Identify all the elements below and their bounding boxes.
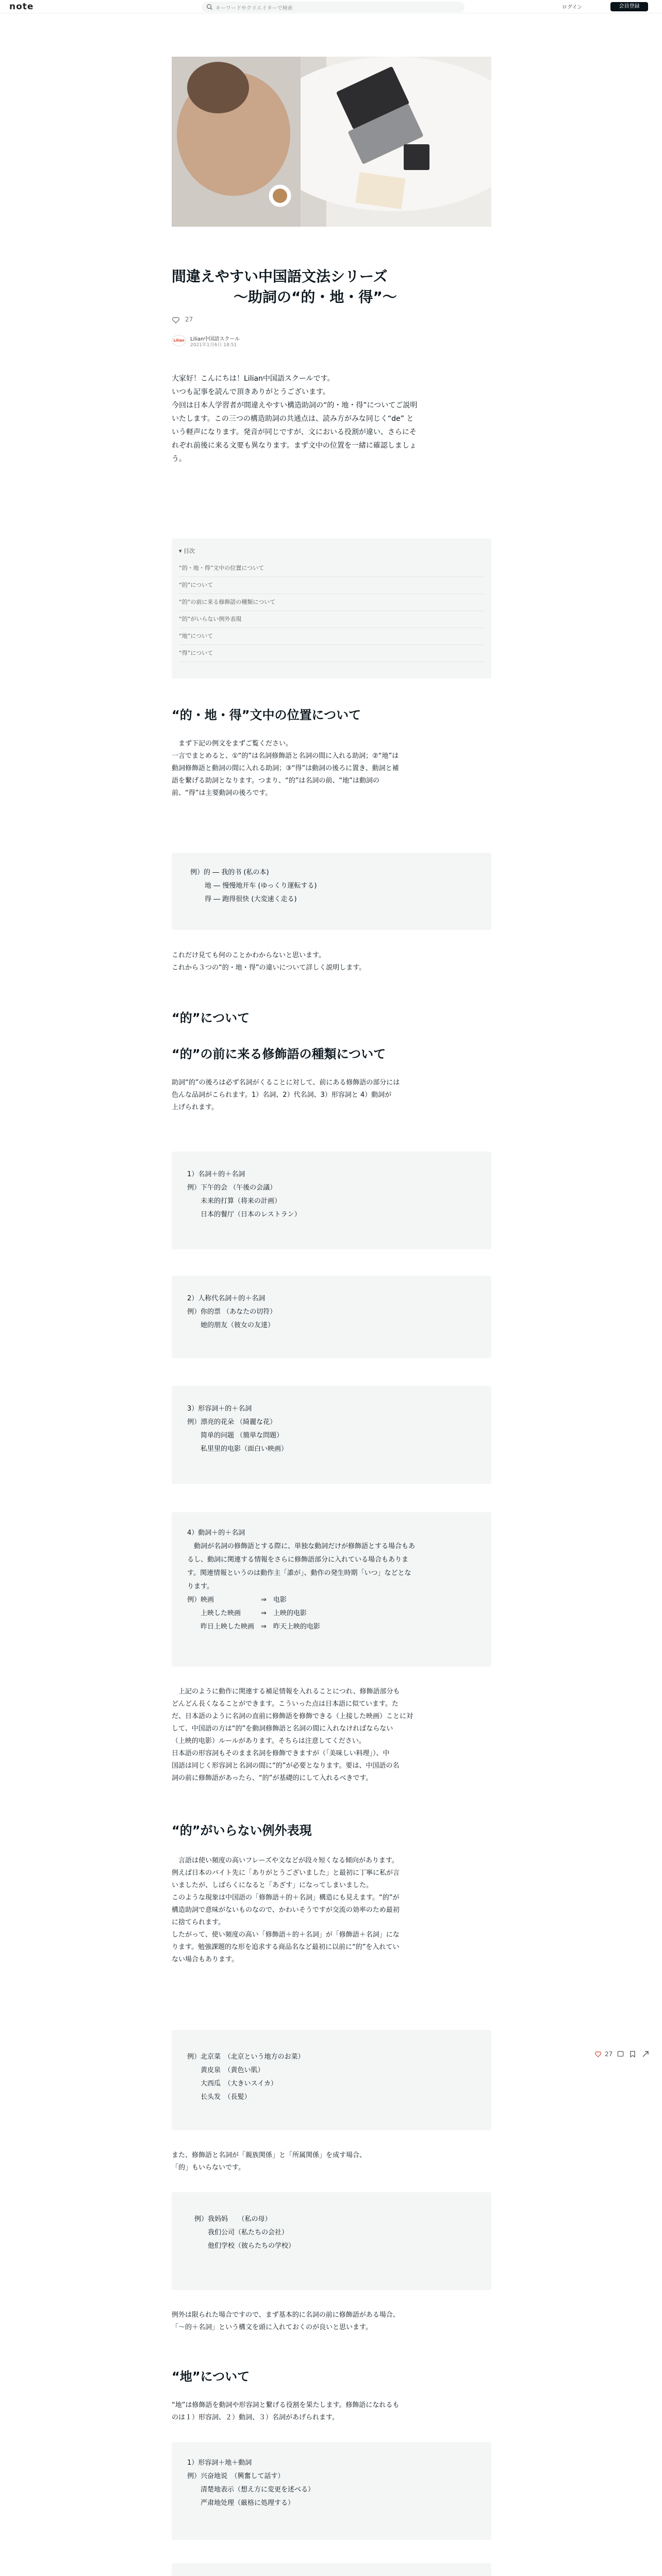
example-box bbox=[172, 2030, 491, 2130]
text-line: 大家好！こんにちは！Lilian中国語スクールです。 bbox=[172, 375, 335, 383]
example-line: 1）名詞＋的＋名詞 bbox=[187, 1171, 245, 1178]
text-line: のは１）形容詞、２）動詞、３）名詞があげられます。 bbox=[172, 2414, 339, 2421]
text-line: いたします。この三つの構造助詞の共通点は、読み方がみな同じく“de” と bbox=[172, 415, 414, 423]
toc-heading-label: 目次 bbox=[184, 548, 195, 554]
toc-item[interactable]: “的”の前に来る修飾語の種類について bbox=[179, 594, 484, 611]
search-placeholder: キーワードやクリエイターで検索 bbox=[216, 6, 293, 11]
toc-item[interactable]: “得”について bbox=[179, 645, 484, 662]
text-line: （上映的电影）ルールがあります。そちらは注意してください。 bbox=[172, 1737, 366, 1745]
text-line: 「〜的＋名詞」という構文を頭に入れておくのが良いと思います。 bbox=[172, 2324, 372, 2331]
example-line: 日本的餐厅（日本のレストラン） bbox=[187, 1211, 301, 1218]
title-line-1: 間違えやすい中国語文法シリーズ bbox=[172, 268, 388, 285]
text-line: これから３つの“的・地・得”の違いについて詳しく説明します。 bbox=[172, 964, 366, 972]
example-line: 昨日上映した映画 ⇒ 昨天上映的电影 bbox=[187, 1623, 320, 1631]
text-line: 例外は限られた場合ですので、まず基本的に名詞の前に修飾語がある場合、 bbox=[172, 2311, 400, 2319]
section-paragraph bbox=[172, 1686, 491, 1785]
example-line: 例）兴奋地说 （興奮して話す） bbox=[187, 2472, 285, 2480]
section-heading: “的・地・得”文中の位置について bbox=[172, 708, 361, 722]
example-line: 例）你的票 （あなたの切符） bbox=[187, 1308, 277, 1316]
section-paragraph bbox=[172, 2309, 491, 2334]
toc-heading[interactable]: ▾ 目次 bbox=[179, 548, 195, 554]
example-box bbox=[172, 1512, 491, 1667]
example-line: 3）形容詞＋的＋名詞 bbox=[187, 1405, 252, 1413]
example-line: 严肃地处理（厳格に処理する） bbox=[187, 2499, 295, 2507]
text-line: したがって、使い頻度の高い「修飾語＋的＋名詞」が「修飾語＋名詞」にな bbox=[172, 1931, 400, 1939]
example-line: るし、動詞に関連する情報をさらに修飾語部分に入れている場合もありま bbox=[187, 1556, 409, 1564]
article-title bbox=[172, 266, 491, 308]
example-line: 我们公司（私たちの会社） bbox=[194, 2229, 289, 2236]
example-box bbox=[172, 1276, 491, 1358]
section-heading: “的”がいらない例外表現 bbox=[172, 1823, 312, 1838]
like-count: 27 bbox=[605, 2050, 613, 2058]
toc-item[interactable]: “的”について bbox=[179, 577, 484, 594]
example-line: 4）動詞＋的＋名詞 bbox=[187, 1529, 245, 1537]
text-line: 例えば日本のバイト先に「ありがとうございました」と最初に丁寧に私が言 bbox=[172, 1869, 400, 1877]
section-paragraph bbox=[172, 738, 491, 800]
share-icon[interactable] bbox=[642, 2050, 649, 2058]
hero-image bbox=[172, 57, 491, 227]
text-line: いましたが、しばらくになると「あざす」になってしまいました。 bbox=[172, 1882, 373, 1889]
text-line: 国語は同じく形容詞と名詞の間に“的”が必要となります。要は、中国語の名 bbox=[172, 1762, 400, 1770]
example-line: 未来的打算（将来の計画） bbox=[187, 1197, 282, 1205]
example-line: す。関連情報というのは動作主「誰が」、動作の発生時期「いつ」などとな bbox=[187, 1569, 411, 1577]
text-line: 「的」もいらないです。 bbox=[172, 2164, 245, 2172]
example-line: 例）下午的会 （午後の会議） bbox=[187, 1184, 277, 1192]
text-line: 上記のように動作に関連する補足情報を入れることにつれ、修飾語部分も bbox=[172, 1688, 400, 1696]
text-line: また、修飾語と名詞が「親族関係」と「所属関係」を成す場合、 bbox=[172, 2151, 367, 2159]
section-heading: “地”について bbox=[172, 2369, 250, 2384]
intro-paragraph bbox=[172, 372, 491, 466]
section-paragraph bbox=[172, 2399, 491, 2424]
text-line: 上げられます。 bbox=[172, 1104, 218, 1111]
section-paragraph bbox=[172, 2149, 491, 2174]
title-line-2: 〜助詞の“的・地・得”〜 bbox=[234, 289, 397, 306]
text-line: ない場合もあります。 bbox=[172, 1956, 238, 1963]
text-line: いう軽声になります。発音が同じですが、文においる役割が違い、さらにそ bbox=[172, 428, 417, 436]
register-button[interactable]: 会員登録 bbox=[610, 2, 648, 11]
text-line: 構造助詞で意味がないものなので、かわいそうですが交流の効率のため最初 bbox=[172, 1906, 400, 1914]
search-bar[interactable] bbox=[202, 2, 465, 12]
table-of-contents bbox=[172, 538, 491, 679]
example-line: 她的朋友（彼女の友達） bbox=[187, 1321, 275, 1329]
section-heading: “的”の前に来る修飾語の種類について bbox=[172, 1047, 386, 1061]
example-line: 例）我妈妈 （私の母） bbox=[194, 2215, 272, 2223]
bookmark-icon[interactable] bbox=[630, 2050, 636, 2058]
example-box bbox=[172, 2442, 491, 2540]
like-count: 27 bbox=[185, 316, 193, 323]
text-line: う。 bbox=[172, 455, 186, 463]
example-line: 黄皮泉 （黄色い肌） bbox=[187, 2066, 264, 2074]
example-line: 他们学校（彼らたちの学校） bbox=[194, 2242, 295, 2250]
example-line: 例）漂亮的花朵 （綺麗な花） bbox=[187, 1418, 277, 1426]
text-line: このような現象は中国語の「修飾語＋的＋名詞」構造にも見えます。“的”が bbox=[172, 1894, 400, 1902]
text-line: 詞の前に修飾語があったら、“的”が基礎的にして入れるべきです。 bbox=[172, 1774, 373, 1782]
example-line: 清楚地表示（想え方に変更を述べる） bbox=[187, 2486, 315, 2494]
toc-item[interactable]: “地”について bbox=[179, 628, 484, 645]
comment-icon[interactable] bbox=[617, 2050, 624, 2058]
heart-icon[interactable] bbox=[594, 2050, 602, 2058]
text-line: 色んな品詞がこられます。1）名詞、2）代名詞、3）形容詞と 4）動詞が bbox=[172, 1091, 392, 1099]
text-line: だ、日本語のように名詞の直前に修飾語を修飾できる（上接した映画）ことに対 bbox=[172, 1713, 413, 1720]
section-paragraph bbox=[172, 950, 491, 974]
text-line: 語を繋げる助詞となります。つまり、“的”は名詞の前、“地”は動詞の bbox=[172, 777, 379, 785]
example-line: 例）北京菜 （北京という地方のお菜） bbox=[187, 2053, 305, 2061]
text-line: 日本語の形容詞もそのまま名詞を修飾できますが（「美味しい料理」）、中 bbox=[172, 1750, 390, 1757]
example-box bbox=[172, 2192, 491, 2290]
text-line: ります。勉強課題的な形を追求する商品名など最初に以前に“的”を入れてい bbox=[172, 1943, 400, 1951]
publish-date: 2021年1月6日 18:51 bbox=[190, 343, 237, 348]
example-line: 简单的问题 （簡単な問題） bbox=[187, 1432, 284, 1439]
note-logo[interactable]: note bbox=[9, 2, 34, 12]
example-line: 1）形容詞＋地＋動詞 bbox=[187, 2459, 252, 2467]
author-name[interactable]: Lilian中国語スクール bbox=[190, 336, 240, 342]
toc-item[interactable]: “的・地・得”文中の位置について bbox=[179, 560, 484, 577]
text-line: 動詞修飾語と動詞の間に入れる助詞；③“得”は動詞の後ろに置き、動詞と補 bbox=[172, 765, 399, 772]
example-box bbox=[172, 2563, 491, 2576]
example-line: 例）映画 ⇒ 电影 bbox=[187, 1596, 287, 1604]
example-line: ります。 bbox=[187, 1583, 213, 1590]
text-line: いつも記事を読んで頂きありがとうございます。 bbox=[172, 388, 330, 396]
example-line: 地 ― 慢慢地开车 (ゆっくり運転する) bbox=[205, 882, 317, 890]
text-line: 一言でまとめると、①“的”は名詞修飾語と名詞の間に入れる助詞；②“地”は bbox=[172, 752, 399, 760]
example-line: 2）人称代名詞＋的＋名詞 bbox=[187, 1295, 266, 1302]
text-line: 前、“得”は主要動詞の後ろです。 bbox=[172, 789, 272, 797]
section-paragraph bbox=[172, 1077, 491, 1114]
text-line: れぞれ前後に来る文要も異なります。まず文中の位置を一緒に確認しましょ bbox=[172, 442, 417, 450]
example-box bbox=[172, 1386, 491, 1484]
heart-icon[interactable] bbox=[172, 316, 180, 324]
toc-item[interactable]: “的”がいらない例外表現 bbox=[179, 611, 484, 628]
example-line: 例）的 ― 我的书 (私の本) bbox=[190, 869, 269, 876]
text-line: まず下記の例文をまずご覧ください。 bbox=[172, 740, 293, 748]
search-icon bbox=[206, 4, 213, 10]
text-line: 今回は日本人学習者が間違えやすい構造助詞の“的・地・得”についてご説明 bbox=[172, 401, 418, 410]
example-line: 私里里的电影（面白い映画） bbox=[187, 1445, 288, 1453]
example-line: 上映した映画 ⇒ 上映的电影 bbox=[187, 1609, 307, 1617]
example-line: 长头发 （長髪） bbox=[187, 2093, 251, 2101]
section-paragraph bbox=[172, 1855, 491, 1966]
example-line: 動詞が名詞の修飾語とする際に、単独な動詞だけが修飾語とする場合もあ bbox=[187, 1543, 416, 1550]
example-box bbox=[172, 853, 491, 930]
example-line: 得 ― 跑得很快 (大変速く走る) bbox=[205, 895, 297, 903]
site-header bbox=[0, 0, 662, 13]
desk-photo bbox=[172, 57, 491, 227]
login-link[interactable]: ログイン bbox=[562, 5, 583, 10]
text-line: に捨てられます。 bbox=[172, 1919, 225, 1926]
author-avatar[interactable]: Lilian bbox=[172, 335, 186, 346]
section-heading: “的”について bbox=[172, 1011, 250, 1025]
text-line: して、中国語の方は“的”を動詞修飾語と名詞の間に入れなければならない bbox=[172, 1725, 393, 1733]
text-line: “地”は修飾語を動詞や形容詞と繋げる役割を果たします。修飾語になれるも bbox=[172, 2401, 400, 2409]
text-line: 助詞“的”の後ろは必ず名詞がくることに対して、前にある修飾語の部分には bbox=[172, 1079, 400, 1087]
example-box bbox=[172, 1151, 491, 1249]
example-line: 大西瓜 （大きいスイカ） bbox=[187, 2080, 277, 2088]
text-line: これだけ見ても何のことかわからないと思います。 bbox=[172, 952, 325, 959]
text-line: どんどん長くなることができます。こういった点は日本語に似ています。た bbox=[172, 1700, 399, 1708]
text-line: 言語は使い頻度の高いフレーズや文などが段々短くなる傾向があります。 bbox=[172, 1857, 399, 1865]
